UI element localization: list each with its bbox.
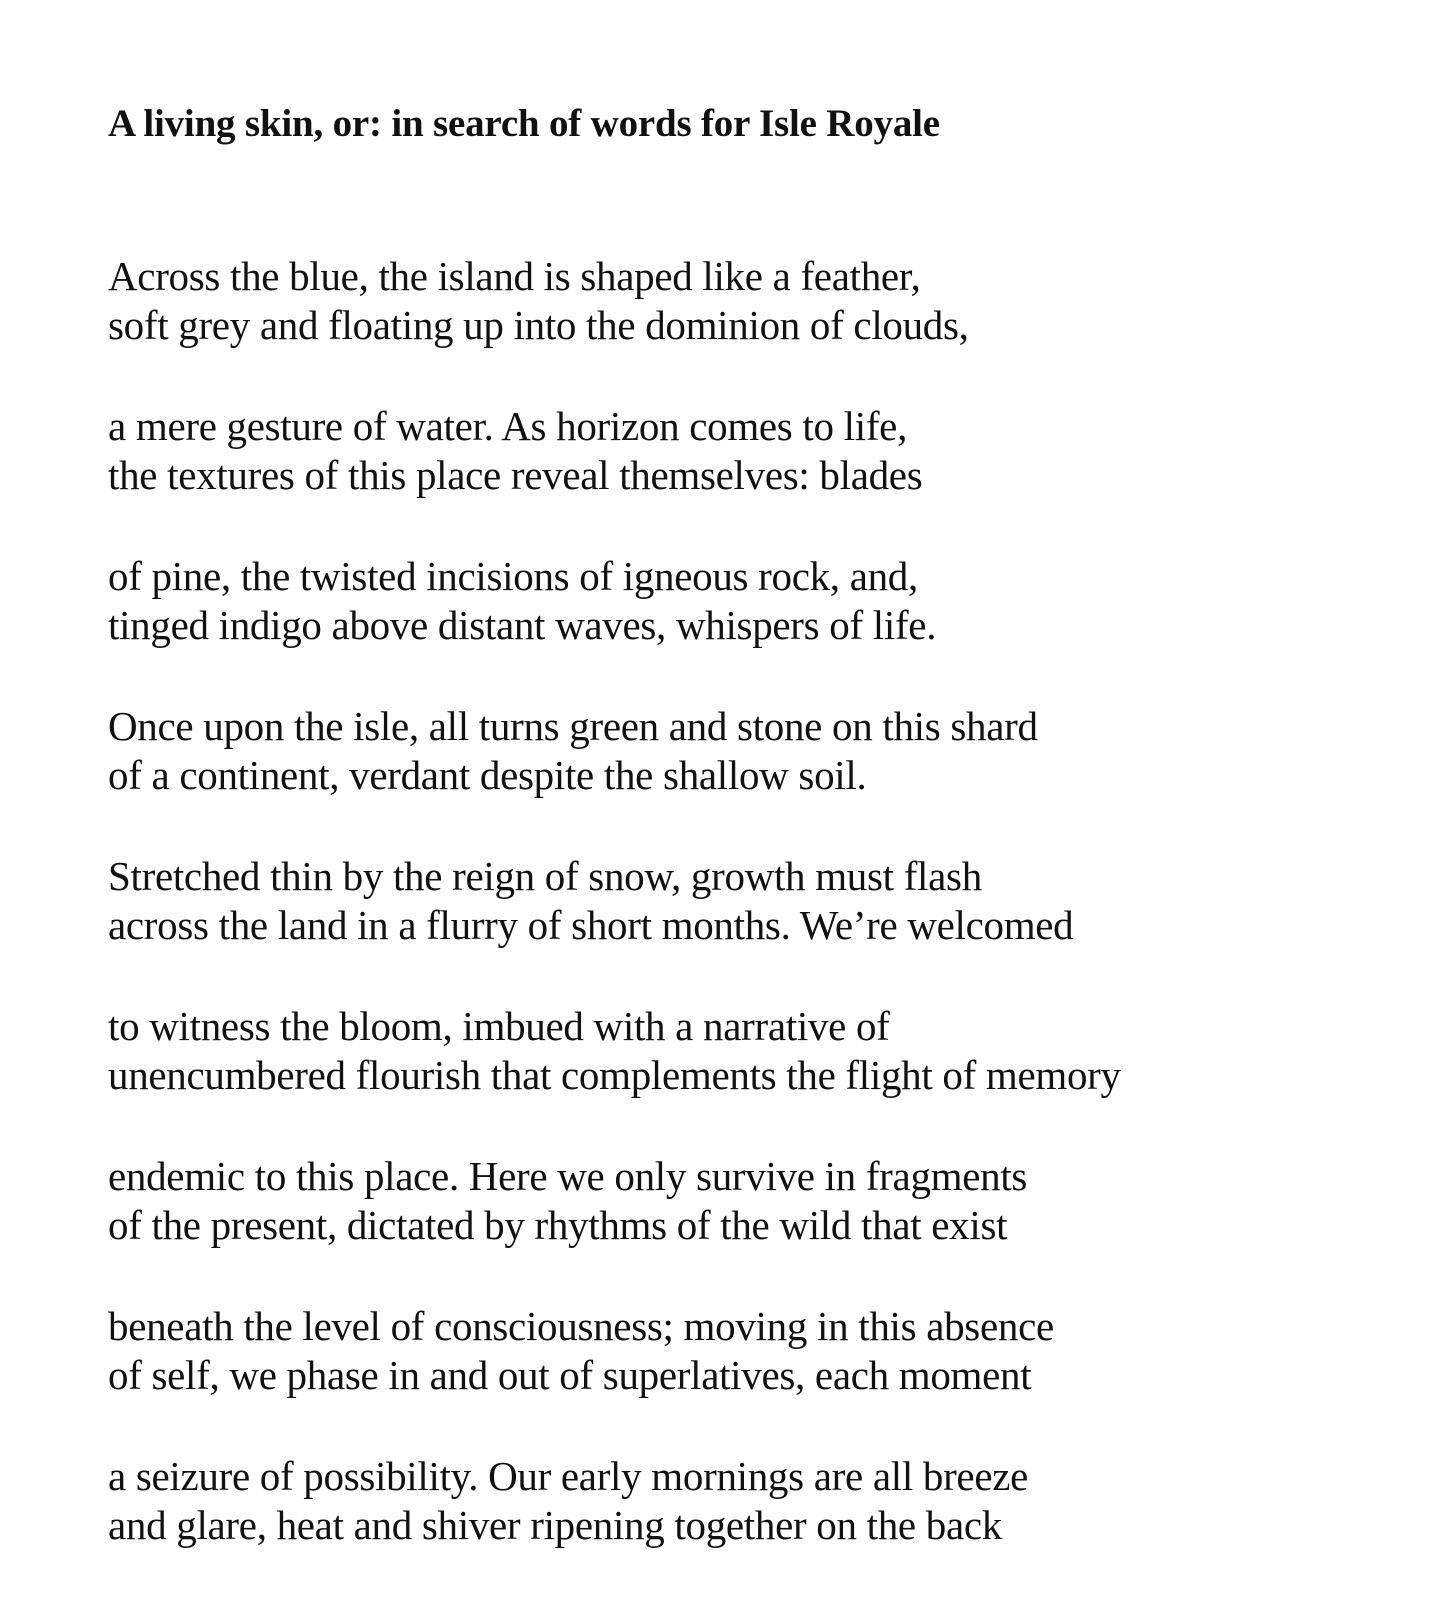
poem-line: of self, we phase in and out of superlatives, each moment	[108, 1352, 1032, 1398]
poem-line: unencumbered flourish that complements the flight of memory	[108, 1052, 1121, 1098]
poem-line: to witness the bloom, imbued with a narrative of	[108, 1003, 890, 1049]
stanza	[108, 702, 1408, 800]
stanza	[108, 852, 1408, 950]
poem-line: Once upon the isle, all turns green and stone on this shard	[108, 703, 1038, 749]
poem-line: endemic to this place. Here we only survive in fragments	[108, 1153, 1028, 1199]
poem-line: Across the blue, the island is shaped like a feather,	[108, 253, 921, 299]
poem-line: beneath the level of consciousness; moving in this absence	[108, 1303, 1054, 1349]
stanza	[108, 402, 1408, 500]
stanza	[108, 1002, 1408, 1100]
poem-line: the textures of this place reveal themselves: blades	[108, 452, 923, 498]
stanza	[108, 1152, 1408, 1250]
poem-line: soft grey and floating up into the dominion of clouds,	[108, 302, 969, 348]
poem-line: across the land in a flurry of short months. We’re welcomed	[108, 902, 1074, 948]
poem-line: Stretched thin by the reign of snow, growth must flash	[108, 853, 982, 899]
poem-line: tinged indigo above distant waves, whispers of life.	[108, 602, 937, 648]
poem-line: of the present, dictated by rhythms of the wild that exist	[108, 1202, 1008, 1248]
stanza	[108, 552, 1408, 650]
stanza	[108, 1302, 1408, 1400]
poem-line: of a continent, verdant despite the shallow soil.	[108, 752, 867, 798]
stanza	[108, 252, 1408, 350]
poem-line: of pine, the twisted incisions of igneous rock, and,	[108, 553, 918, 599]
poem-body	[108, 252, 1408, 1602]
stanza	[108, 1452, 1408, 1550]
poem-line: a seizure of possibility. Our early mornings are all breeze	[108, 1453, 1029, 1499]
poem-line: a mere gesture of water. As horizon comes to life,	[108, 403, 908, 449]
poem-line: and glare, heat and shiver ripening together on the back	[108, 1502, 1002, 1548]
poem-title: A living skin, or: in search of words for Isle Royale	[108, 102, 940, 145]
